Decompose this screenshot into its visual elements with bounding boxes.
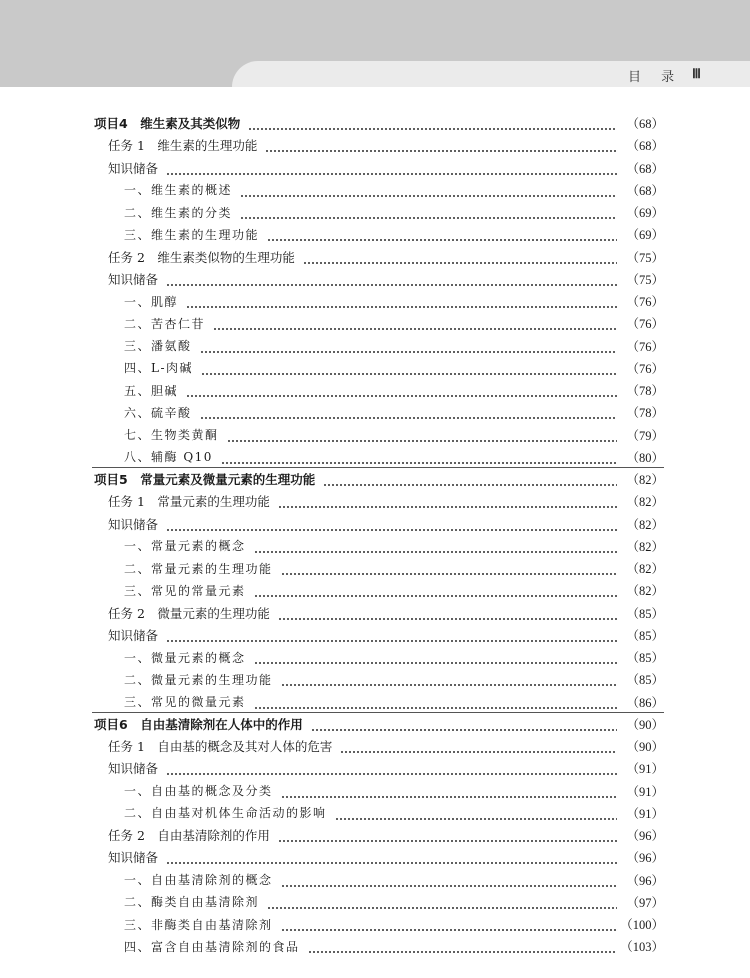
leader-dots — [281, 780, 617, 802]
toc-entry-label: 任务 1 自由基的概念及其对人体的危害 — [108, 739, 333, 754]
toc-entry-item[interactable] — [0, 802, 750, 824]
toc-entry-item[interactable] — [0, 312, 750, 334]
toc-entry-page: （86） — [626, 695, 664, 710]
toc-entry-label: 知识储备 — [108, 850, 159, 866]
header-page-number: Ⅲ — [692, 66, 701, 81]
toc-entry-section[interactable] — [0, 602, 750, 624]
toc-entry-label: 知识储备 — [108, 516, 159, 532]
toc-entry-page: （96） — [626, 873, 664, 888]
leader-dots — [166, 846, 617, 868]
toc-entry-section[interactable] — [0, 134, 750, 156]
toc-entry-label: 七、生物类黄酮 — [124, 428, 219, 442]
leader-dots — [281, 869, 617, 891]
leader-dots — [213, 312, 617, 334]
toc-entry-item[interactable] — [0, 891, 750, 913]
leader-dots — [166, 513, 617, 535]
toc-entry-page: （85） — [626, 606, 664, 621]
toc-entry-section[interactable] — [0, 246, 750, 268]
toc-entry-page: （82） — [626, 495, 664, 510]
header-title: 目 录 — [628, 70, 683, 85]
toc-entry-label: 三、常见的微量元素 — [124, 695, 246, 709]
leader-dots — [303, 246, 617, 268]
toc-entry-page: （68） — [626, 139, 664, 154]
toc-entry-page: （82） — [626, 584, 664, 599]
leader-dots — [200, 335, 617, 357]
toc-entry-label: 知识储备 — [108, 271, 159, 287]
toc-entry-project[interactable] — [0, 713, 750, 735]
toc-entry-item[interactable] — [0, 913, 750, 935]
toc-entry-page: （100） — [620, 918, 664, 932]
leader-dots — [221, 446, 617, 468]
toc-entry-page: （78） — [626, 384, 664, 398]
toc-entry-label: 一、肌醇 — [124, 294, 179, 309]
toc-entry-label: 一、自由基的概念及分类 — [124, 784, 273, 798]
toc-entry-item[interactable] — [0, 223, 750, 245]
toc-entry-item[interactable] — [0, 179, 750, 201]
toc-entry-item[interactable] — [0, 290, 750, 312]
leader-dots — [278, 490, 617, 512]
toc-entry-page: （96） — [626, 829, 664, 843]
leader-dots — [166, 157, 617, 179]
toc-entry-label: 任务 2 自由基清除剂的作用 — [108, 828, 270, 843]
leader-dots — [240, 201, 617, 223]
leader-dots — [311, 713, 617, 735]
toc-entry-item[interactable] — [0, 335, 750, 357]
toc-entry-item[interactable] — [0, 668, 750, 690]
toc-entry-page: （85） — [626, 651, 664, 665]
toc-entry-item[interactable] — [0, 935, 750, 957]
leader-dots — [186, 379, 617, 401]
toc-entry-label: 任务 1 维生素的生理功能 — [108, 138, 258, 154]
toc-entry-page: （68） — [626, 117, 664, 131]
toc-entry-page: （76） — [626, 361, 664, 376]
toc-entry-section[interactable] — [0, 757, 750, 779]
toc-entry-label: 一、常量元素的概念 — [124, 539, 246, 554]
toc-entry-label: 二、自由基对机体生命活动的影响 — [124, 806, 327, 821]
toc-entry-label: 三、非酶类自由基清除剂 — [124, 917, 273, 932]
toc-entry-label: 三、维生素的生理功能 — [124, 227, 260, 242]
toc-entry-page: （91） — [626, 784, 664, 799]
toc-entry-page: （78） — [626, 406, 664, 421]
leader-dots — [267, 223, 617, 245]
leader-dots — [335, 802, 617, 824]
toc-entry-page: （90） — [626, 717, 664, 732]
toc-entry-section[interactable] — [0, 268, 750, 290]
toc-entry-label: 知识储备 — [108, 160, 159, 176]
leader-dots — [254, 691, 617, 713]
toc-entry-item[interactable] — [0, 691, 750, 713]
toc-entry-page: （85） — [626, 673, 664, 688]
leader-dots — [267, 891, 617, 913]
toc-entry-label: 一、维生素的概述 — [124, 183, 233, 198]
leader-dots — [166, 624, 617, 646]
toc-entry-label: 三、潘氨酸 — [124, 339, 192, 353]
leader-dots — [281, 557, 617, 579]
toc-entry-label: 知识储备 — [108, 761, 159, 777]
toc-entry-label: 一、自由基清除剂的概念 — [124, 873, 273, 887]
toc-entry-page: （82） — [626, 517, 664, 532]
leader-dots — [278, 824, 617, 846]
toc-entry-item[interactable] — [0, 201, 750, 223]
leader-dots — [265, 134, 617, 156]
toc-entry-item[interactable] — [0, 424, 750, 446]
leader-dots — [227, 424, 617, 446]
toc-entry-item[interactable] — [0, 579, 750, 601]
toc-entry-section[interactable] — [0, 624, 750, 646]
toc-entry-label: 八、辅酶 Q10 — [124, 450, 213, 465]
leader-dots — [323, 468, 617, 490]
leader-dots — [281, 913, 617, 935]
toc-entry-section[interactable] — [0, 490, 750, 512]
toc-entry-page: （68） — [626, 183, 664, 198]
toc-entry-label: 三、常见的常量元素 — [124, 583, 246, 598]
leader-dots — [278, 602, 617, 624]
toc-entry-label: 知识储备 — [108, 627, 159, 643]
toc-entry-label: 项目6 自由基清除剂在人体中的作用 — [94, 716, 303, 732]
toc-entry-page: （82） — [626, 473, 664, 487]
toc-entry-page: （79） — [626, 428, 664, 443]
toc-entry-item[interactable] — [0, 535, 750, 557]
toc-entry-item[interactable] — [0, 379, 750, 401]
toc-entry-page: （76） — [626, 339, 664, 354]
leader-dots — [201, 357, 617, 379]
toc-entry-label: 一、微量元素的概念 — [124, 650, 246, 665]
leader-dots — [200, 401, 617, 423]
toc-entry-page: （97） — [626, 895, 664, 910]
leader-dots — [166, 268, 617, 290]
toc-entry-project[interactable] — [0, 112, 750, 134]
toc-entry-page: （91） — [626, 806, 664, 821]
toc-entry-page: （82） — [626, 539, 664, 554]
toc-entry-label: 任务 2 维生素类似物的生理功能 — [108, 249, 295, 265]
leader-dots — [186, 290, 617, 312]
toc-entry-item[interactable] — [0, 401, 750, 423]
toc-entry-page: （68） — [626, 161, 664, 176]
toc-entry-section[interactable] — [0, 157, 750, 179]
toc-entry-page: （75） — [626, 250, 664, 265]
toc-entry-label: 二、维生素的分类 — [124, 205, 233, 220]
toc-entry-section[interactable] — [0, 824, 750, 846]
toc-entry-label: 四、L-肉碱 — [124, 361, 194, 376]
toc-entry-page: （82） — [626, 562, 664, 576]
toc-entry-section[interactable] — [0, 735, 750, 757]
leader-dots — [308, 935, 617, 957]
leader-dots — [281, 668, 617, 690]
toc-entry-page: （85） — [626, 628, 664, 643]
toc-entry-page: （103） — [620, 940, 664, 955]
toc-entry-label: 二、酶类自由基清除剂 — [124, 895, 260, 910]
toc-entry-label: 任务 2 微量元素的生理功能 — [108, 605, 270, 621]
toc-entry-item[interactable] — [0, 869, 750, 891]
leader-dots — [240, 179, 617, 201]
leader-dots — [248, 112, 617, 134]
toc-entry-item[interactable] — [0, 357, 750, 379]
toc-entry-label: 二、常量元素的生理功能 — [124, 561, 273, 576]
toc-entry-label: 六、硫辛酸 — [124, 405, 192, 420]
toc-entry-page: （90） — [626, 740, 664, 754]
toc-entry-label: 二、微量元素的生理功能 — [124, 672, 273, 687]
toc-entry-page: （91） — [626, 762, 664, 777]
leader-dots — [254, 646, 617, 668]
leader-dots — [340, 735, 617, 757]
toc-entry-item[interactable] — [0, 646, 750, 668]
toc-entry-page: （69） — [626, 206, 664, 220]
toc-entry-label: 五、胆碱 — [124, 383, 179, 398]
toc-entry-item[interactable] — [0, 446, 750, 468]
toc-entry-page: （75） — [626, 272, 664, 287]
toc-entry-page: （76） — [626, 295, 664, 309]
toc-entry-page: （69） — [626, 228, 664, 243]
toc-entry-page: （96） — [626, 851, 664, 866]
toc-entry-label: 项目5 常量元素及微量元素的生理功能 — [94, 472, 316, 487]
toc-entry-label: 四、富含自由基清除剂的食品 — [124, 939, 300, 954]
leader-dots — [254, 579, 617, 601]
toc-entry-section[interactable] — [0, 846, 750, 868]
toc-entry-label: 项目4 维生素及其类似物 — [94, 116, 241, 131]
leader-dots — [254, 535, 617, 557]
toc-entry-label: 二、苦杏仁苷 — [124, 316, 206, 331]
toc-entry-item[interactable] — [0, 780, 750, 802]
toc-entry-page: （76） — [626, 317, 664, 332]
toc-entry-label: 任务 1 常量元素的生理功能 — [108, 494, 270, 510]
toc-entry-section[interactable] — [0, 513, 750, 535]
toc-entry-item[interactable] — [0, 557, 750, 579]
leader-dots — [166, 757, 617, 779]
toc-entry-page: （80） — [626, 450, 664, 465]
toc-entry-project[interactable] — [0, 468, 750, 490]
